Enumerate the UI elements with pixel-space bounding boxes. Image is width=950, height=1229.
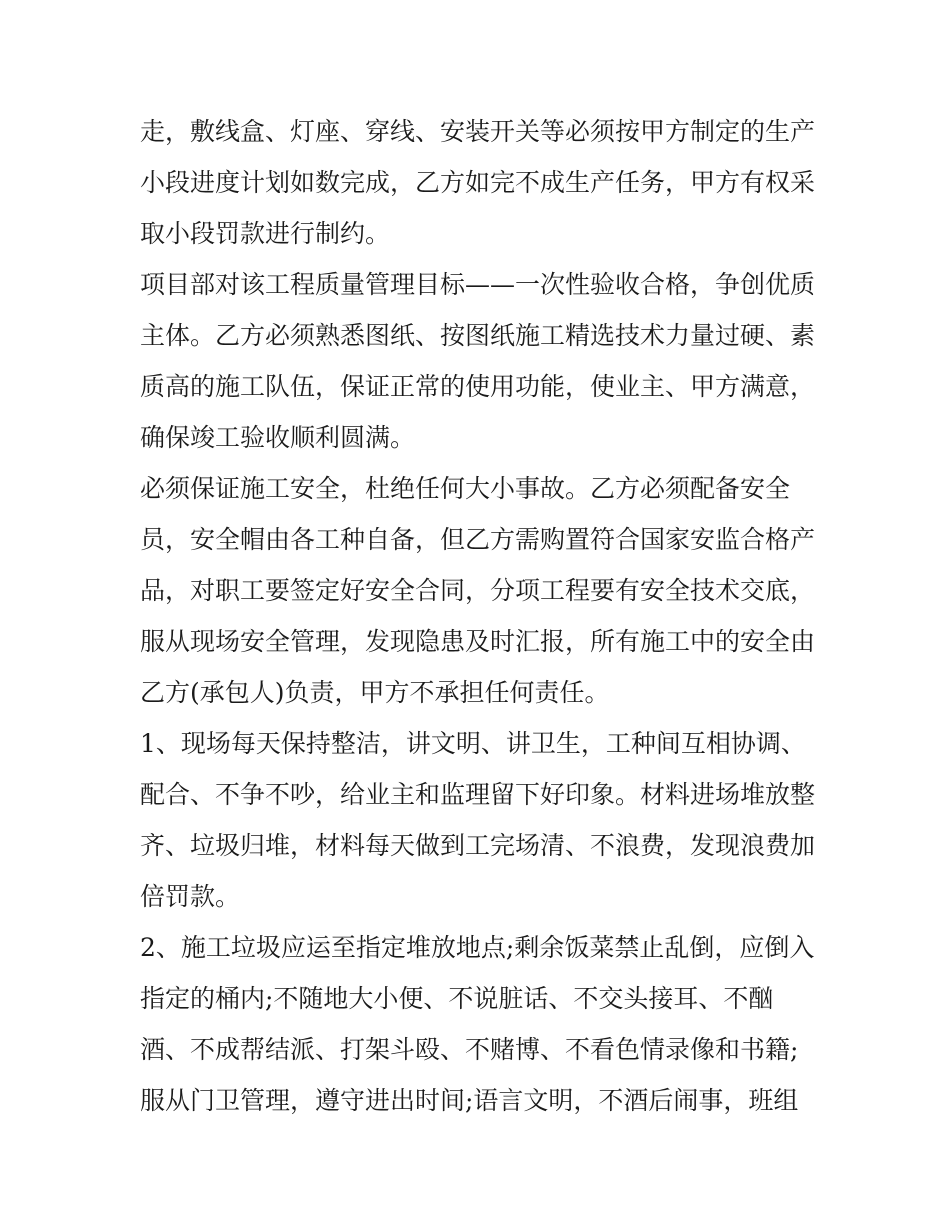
text-line: 1、现场每天保持整洁，讲文明、讲卫生，工种间互相协调、	[140, 729, 806, 758]
text-line: 酒、不成帮结派、打架斗殴、不赌博、不看色情录像和书籍;	[140, 1035, 799, 1064]
text-line: 取小段罚款进行制约。	[140, 219, 391, 248]
text-line: 2、施工垃圾应运至指定堆放地点;剩余饭菜禁止乱倒，应倒入	[140, 933, 815, 962]
text-line: 服从现场安全管理，发现隐患及时汇报，所有施工中的安全由	[140, 627, 816, 656]
text-line: 质高的施工队伍，保证正常的使用功能，使业主、甲方满意，	[140, 372, 816, 401]
document-body	[140, 106, 820, 1126]
text-line: 小段进度计划如数完成，乙方如完不成生产任务，甲方有权采	[140, 168, 816, 197]
text-line: 倍罚款。	[140, 882, 241, 911]
text-line: 品，对职工要签定好安全合同，分项工程要有安全技术交底，	[140, 576, 816, 605]
text-line: 齐、垃圾归堆，材料每天做到工完场清、不浪费，发现浪费加	[140, 831, 816, 860]
text-line: 员，安全帽由各工种自备，但乙方需购置符合国家安监合格产	[140, 525, 816, 554]
text-line: 必须保证施工安全，杜绝任何大小事故。乙方必须配备安全	[140, 474, 791, 503]
text-line: 项目部对该工程质量管理目标——一次性验收合格，争创优质	[140, 270, 816, 299]
text-line: 指定的桶内;不随地大小便、不说脏话、不交头接耳、不酗	[140, 984, 774, 1013]
text-line: 服从门卫管理，遵守进出时间;语言文明，不酒后闹事，班组	[140, 1086, 799, 1115]
text-line: 配合、不争不吵，给业主和监理留下好印象。材料进场堆放整	[140, 780, 816, 809]
text-line: 走，敷线盒、灯座、穿线、安装开关等必须按甲方制定的生产	[140, 117, 816, 146]
text-line: 乙方(承包人)负责，甲方不承担任何责任。	[140, 678, 610, 707]
text-line: 主体。乙方必须熟悉图纸、按图纸施工精选技术力量过硬、素	[140, 321, 816, 350]
text-line: 确保竣工验收顺利圆满。	[140, 423, 416, 452]
